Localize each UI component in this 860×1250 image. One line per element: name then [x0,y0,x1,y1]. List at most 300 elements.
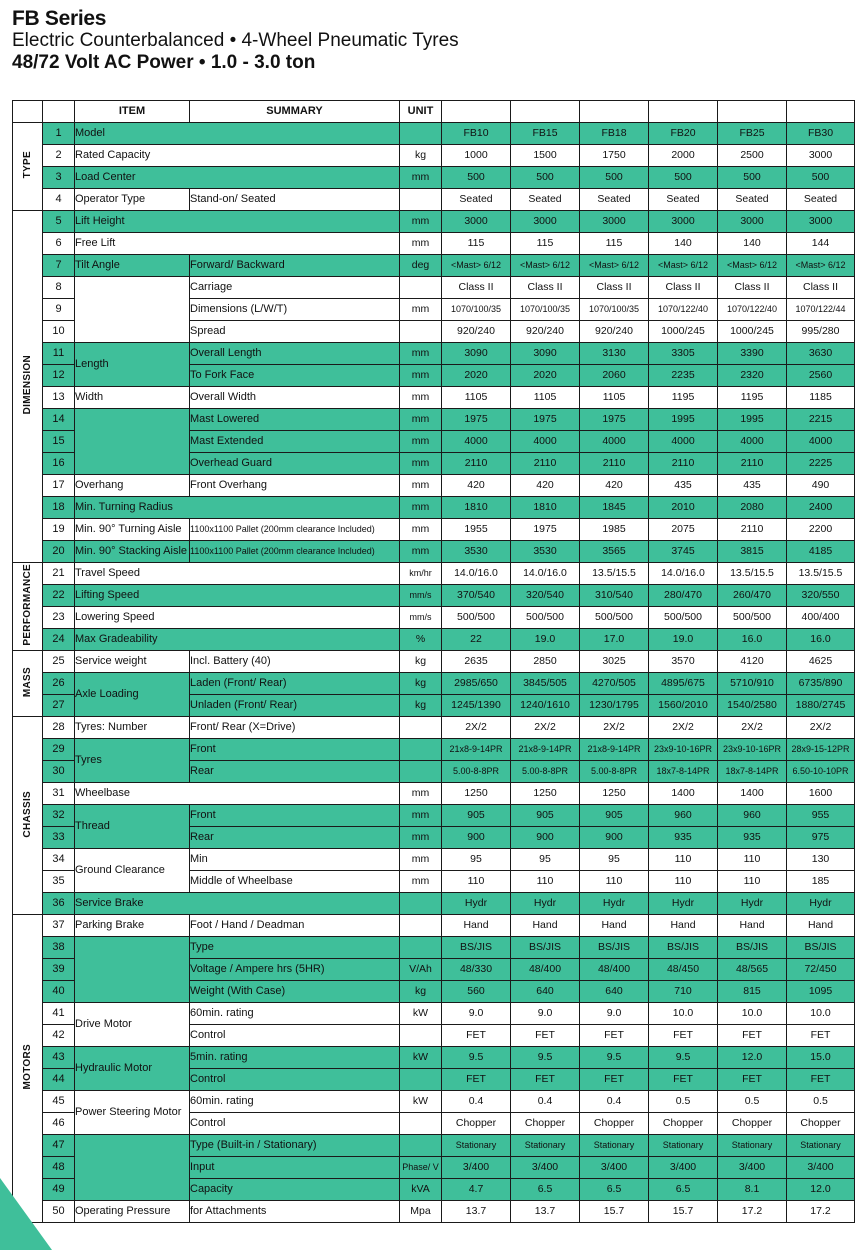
row-number: 34 [43,849,75,871]
item-summary: Foot / Hand / Deadman [190,915,400,937]
row-number: 24 [43,629,75,651]
value-cell: FB18 [580,123,649,145]
unit-cell: mm [400,343,442,365]
unit-cell: mm/s [400,607,442,629]
unit-cell [400,739,442,761]
unit-cell: kg [400,981,442,1003]
table-row [13,343,855,365]
table-row [13,1047,855,1069]
item-name [75,277,190,343]
value-cell: 1195 [718,387,787,409]
value-cell: 4625 [787,651,855,673]
row-number: 37 [43,915,75,937]
unit-cell: mm [400,387,442,409]
value-cell: 2110 [718,453,787,475]
item-name [75,1135,190,1201]
value-cell: 2635 [442,651,511,673]
value-cell: 3000 [787,145,855,167]
item-summary: Stand-on/ Seated [190,189,400,211]
unit-cell: mm [400,475,442,497]
value-cell: 6735/890 [787,673,855,695]
value-cell: 640 [580,981,649,1003]
table-row [13,783,855,805]
value-cell: 935 [649,827,718,849]
value-cell: 500/500 [580,607,649,629]
header-model-col [649,101,718,123]
value-cell: 1070/122/44 [787,299,855,321]
value-cell: 400/400 [787,607,855,629]
row-number: 47 [43,1135,75,1157]
value-cell: 435 [718,475,787,497]
value-cell: 905 [580,805,649,827]
value-cell: 2110 [718,519,787,541]
item-summary: Front [190,805,400,827]
value-cell: 16.0 [718,629,787,651]
value-cell: Hydr [511,893,580,915]
value-cell: 110 [649,871,718,893]
value-cell: 0.5 [787,1091,855,1113]
table-row [13,167,855,189]
category-label: PERFORMANCE [22,564,33,646]
value-cell: Stationary [580,1135,649,1157]
item-name: Max Gradeability [75,629,400,651]
item-name: Width [75,387,190,409]
header-summary: SUMMARY [190,101,400,123]
value-cell: 95 [442,849,511,871]
item-summary: 5min. rating [190,1047,400,1069]
corner-decoration [0,1178,52,1250]
value-cell: 3390 [718,343,787,365]
value-cell: 115 [580,233,649,255]
value-cell: Hand [787,915,855,937]
document-title: FB Series [12,7,107,30]
value-cell: 2500 [718,145,787,167]
value-cell: 15.7 [580,1201,649,1223]
value-cell: BS/JIS [718,937,787,959]
unit-cell: km/hr [400,563,442,585]
item-name: Tyres: Number [75,717,190,739]
value-cell: Chopper [511,1113,580,1135]
value-cell: 490 [787,475,855,497]
unit-cell [400,1069,442,1091]
unit-cell: mm/s [400,585,442,607]
item-summary: Min [190,849,400,871]
row-number: 32 [43,805,75,827]
value-cell: 1995 [718,409,787,431]
value-cell: FET [442,1069,511,1091]
value-cell: 3/400 [787,1157,855,1179]
header-item: ITEM [75,101,190,123]
value-cell: 13.5/15.5 [787,563,855,585]
value-cell: 1985 [580,519,649,541]
value-cell: 4.7 [442,1179,511,1201]
value-cell: Class II [718,277,787,299]
value-cell: 0.5 [649,1091,718,1113]
value-cell: 905 [442,805,511,827]
table-row [13,497,855,519]
item-name: Rated Capacity [75,145,400,167]
row-number: 31 [43,783,75,805]
value-cell: FB30 [787,123,855,145]
category-type [13,123,43,211]
value-cell: BS/JIS [649,937,718,959]
value-cell: 6.50-10-10PR [787,761,855,783]
value-cell: 3570 [649,651,718,673]
item-summary: Front Overhang [190,475,400,497]
row-number: 33 [43,827,75,849]
table-row [13,629,855,651]
row-number: 4 [43,189,75,211]
value-cell: 900 [442,827,511,849]
value-cell: 1105 [580,387,649,409]
value-cell: <Mast> 6/12 [511,255,580,277]
row-number: 12 [43,365,75,387]
value-cell: 500 [787,167,855,189]
value-cell: 110 [718,871,787,893]
value-cell: 2110 [511,453,580,475]
value-cell: 1230/1795 [580,695,649,717]
value-cell: 3000 [649,211,718,233]
value-cell: 9.5 [649,1047,718,1069]
row-number: 40 [43,981,75,1003]
value-cell: 1105 [442,387,511,409]
unit-cell [400,761,442,783]
item-summary: Rear [190,761,400,783]
value-cell: 17.2 [787,1201,855,1223]
value-cell: 3530 [442,541,511,563]
value-cell: 500/500 [718,607,787,629]
item-name: Parking Brake [75,915,190,937]
item-name: Lowering Speed [75,607,400,629]
value-cell: <Mast> 6/12 [442,255,511,277]
value-cell: 2400 [787,497,855,519]
row-number: 9 [43,299,75,321]
unit-cell: mm [400,783,442,805]
item-name [75,409,190,475]
value-cell: 4000 [718,431,787,453]
value-cell: 1810 [442,497,511,519]
value-cell: 13.7 [442,1201,511,1223]
value-cell: 3000 [580,211,649,233]
value-cell: Seated [649,189,718,211]
value-cell: BS/JIS [580,937,649,959]
unit-cell: mm [400,453,442,475]
table-row [13,937,855,959]
value-cell: 1810 [511,497,580,519]
value-cell: 12.0 [718,1047,787,1069]
item-summary: Middle of Wheelbase [190,871,400,893]
value-cell: Hand [511,915,580,937]
value-cell: 3/400 [580,1157,649,1179]
unit-cell [400,1025,442,1047]
value-cell: 500 [511,167,580,189]
item-summary: Voltage / Ampere hrs (5HR) [190,959,400,981]
row-number: 43 [43,1047,75,1069]
row-number: 2 [43,145,75,167]
header-model-col [511,101,580,123]
category-mass [13,651,43,717]
unit-cell [400,123,442,145]
category-label: MASS [22,666,33,698]
value-cell: 3090 [511,343,580,365]
value-cell: 21x8-9-14PR [580,739,649,761]
value-cell: 130 [787,849,855,871]
value-cell: FET [442,1025,511,1047]
value-cell: Seated [442,189,511,211]
value-cell: 260/470 [718,585,787,607]
table-row [13,1201,855,1223]
value-cell: 2X/2 [580,717,649,739]
row-number: 19 [43,519,75,541]
value-cell: FB10 [442,123,511,145]
value-cell: 5.00-8-8PR [442,761,511,783]
value-cell: 1185 [787,387,855,409]
value-cell: FET [580,1025,649,1047]
unit-cell [400,321,442,343]
value-cell: 2075 [649,519,718,541]
item-name: Operator Type [75,189,190,211]
value-cell: 1250 [580,783,649,805]
value-cell: 2985/650 [442,673,511,695]
table-row [13,233,855,255]
unit-cell [400,277,442,299]
category-chassis [13,717,43,915]
item-summary: Spread [190,321,400,343]
value-cell: 3000 [718,211,787,233]
item-summary: Overhead Guard [190,453,400,475]
category-label: DIMENSION [22,355,33,415]
power-spec: 48/72 Volt AC Power • 1.0 - 3.0 ton [12,52,316,73]
value-cell: 110 [511,871,580,893]
table-row [13,585,855,607]
document-subtitle: Electric Counterbalanced • 4-Wheel Pneumatic Tyres [12,30,459,51]
value-cell: 185 [787,871,855,893]
value-cell: 115 [442,233,511,255]
value-cell: 15.7 [649,1201,718,1223]
unit-cell: mm [400,365,442,387]
item-summary: Laden (Front/ Rear) [190,673,400,695]
value-cell: Chopper [580,1113,649,1135]
value-cell: Hydr [787,893,855,915]
value-cell: 955 [787,805,855,827]
value-cell: Hydr [442,893,511,915]
item-name: Service Brake [75,893,400,915]
table-row [13,1091,855,1113]
value-cell: 14.0/16.0 [442,563,511,585]
value-cell: 9.5 [442,1047,511,1069]
value-cell: 4000 [787,431,855,453]
value-cell: 320/550 [787,585,855,607]
item-summary: 1100x1100 Pallet (200mm clearance Included) [190,541,400,563]
item-summary: Front [190,739,400,761]
value-cell: 1000 [442,145,511,167]
value-cell: 1245/1390 [442,695,511,717]
item-name: Travel Speed [75,563,400,585]
unit-cell: mm [400,805,442,827]
row-number: 3 [43,167,75,189]
value-cell: Class II [442,277,511,299]
value-cell: 23x9-10-16PR [649,739,718,761]
specification-table [12,100,855,1223]
row-number: 41 [43,1003,75,1025]
item-name: Ground Clearance [75,849,190,893]
unit-cell [400,189,442,211]
value-cell: Seated [580,189,649,211]
item-name: Min. 90° Turning Aisle [75,519,190,541]
value-cell: 2110 [442,453,511,475]
value-cell: Seated [787,189,855,211]
unit-cell [400,915,442,937]
value-cell: <Mast> 6/12 [718,255,787,277]
row-number: 46 [43,1113,75,1135]
value-cell: 3305 [649,343,718,365]
value-cell: 1105 [511,387,580,409]
value-cell: 500 [442,167,511,189]
row-number: 23 [43,607,75,629]
value-cell: 900 [511,827,580,849]
item-name: Drive Motor [75,1003,190,1047]
value-cell: 935 [718,827,787,849]
value-cell: 10.0 [718,1003,787,1025]
value-cell: 815 [718,981,787,1003]
value-cell: 10.0 [787,1003,855,1025]
value-cell: 22 [442,629,511,651]
value-cell: 19.0 [511,629,580,651]
item-name: Length [75,343,190,387]
value-cell: 48/565 [718,959,787,981]
value-cell: 1975 [511,409,580,431]
value-cell: FET [787,1025,855,1047]
value-cell: 17.2 [718,1201,787,1223]
table-row [13,607,855,629]
value-cell: 2020 [442,365,511,387]
table-row [13,409,855,431]
item-summary: Control [190,1069,400,1091]
row-number: 18 [43,497,75,519]
value-cell: FB20 [649,123,718,145]
item-summary: Overall Width [190,387,400,409]
value-cell: 975 [787,827,855,849]
unit-cell: kW [400,1003,442,1025]
value-cell: 3130 [580,343,649,365]
item-name: Overhang [75,475,190,497]
value-cell: 2X/2 [649,717,718,739]
item-name: Power Steering Motor [75,1091,190,1135]
value-cell: Stationary [718,1135,787,1157]
value-cell: FET [649,1025,718,1047]
value-cell: 6.5 [580,1179,649,1201]
value-cell: 2X/2 [442,717,511,739]
value-cell: 15.0 [787,1047,855,1069]
value-cell: 18x7-8-14PR [649,761,718,783]
row-number: 7 [43,255,75,277]
category-label: MOTORS [22,1044,33,1090]
table-row [13,805,855,827]
table-row [13,915,855,937]
header-blank-cat [13,101,43,123]
unit-cell: % [400,629,442,651]
value-cell: Chopper [718,1113,787,1135]
unit-cell [400,893,442,915]
item-summary: Control [190,1025,400,1047]
value-cell: 48/400 [580,959,649,981]
table-row [13,1135,855,1157]
value-cell: 1995 [649,409,718,431]
value-cell: 1070/122/40 [649,299,718,321]
value-cell: FET [511,1025,580,1047]
item-name: Min. 90° Stacking Aisle [75,541,190,563]
value-cell: 2110 [580,453,649,475]
unit-cell: mm [400,409,442,431]
unit-cell: Mpa [400,1201,442,1223]
row-number: 30 [43,761,75,783]
value-cell: 420 [442,475,511,497]
value-cell: Hand [580,915,649,937]
value-cell: Stationary [442,1135,511,1157]
item-summary: Rear [190,827,400,849]
table-row [13,387,855,409]
value-cell: 2080 [718,497,787,519]
row-number: 44 [43,1069,75,1091]
item-name: Tilt Angle [75,255,190,277]
value-cell: 95 [580,849,649,871]
value-cell: 1400 [718,783,787,805]
value-cell: 500/500 [442,607,511,629]
value-cell: 500/500 [649,607,718,629]
value-cell: 115 [511,233,580,255]
value-cell: 110 [649,849,718,871]
value-cell: 3000 [787,211,855,233]
table-row [13,277,855,299]
row-number: 48 [43,1157,75,1179]
value-cell: 2200 [787,519,855,541]
value-cell: 1975 [442,409,511,431]
value-cell: 710 [649,981,718,1003]
value-cell: Chopper [649,1113,718,1135]
item-summary: 60min. rating [190,1091,400,1113]
unit-cell: mm [400,211,442,233]
category-dimension [13,211,43,563]
item-summary: Forward/ Backward [190,255,400,277]
value-cell: 2235 [649,365,718,387]
unit-cell: deg [400,255,442,277]
item-summary: 1100x1100 Pallet (200mm clearance Included) [190,519,400,541]
table-row [13,673,855,695]
value-cell: 48/330 [442,959,511,981]
value-cell: 420 [511,475,580,497]
value-cell: 640 [511,981,580,1003]
value-cell: 0.5 [718,1091,787,1113]
value-cell: 140 [718,233,787,255]
value-cell: 920/240 [442,321,511,343]
unit-cell: mm [400,849,442,871]
value-cell: 2560 [787,365,855,387]
item-name [75,937,190,1003]
unit-cell: kVA [400,1179,442,1201]
value-cell: 6.5 [649,1179,718,1201]
value-cell: 500 [649,167,718,189]
value-cell: 0.4 [511,1091,580,1113]
header-blank-no [43,101,75,123]
value-cell: 18x7-8-14PR [718,761,787,783]
value-cell: 3745 [649,541,718,563]
value-cell: 1070/100/35 [511,299,580,321]
unit-cell: mm [400,233,442,255]
row-number: 50 [43,1201,75,1223]
value-cell: 960 [649,805,718,827]
value-cell: 1250 [511,783,580,805]
table-row [13,739,855,761]
